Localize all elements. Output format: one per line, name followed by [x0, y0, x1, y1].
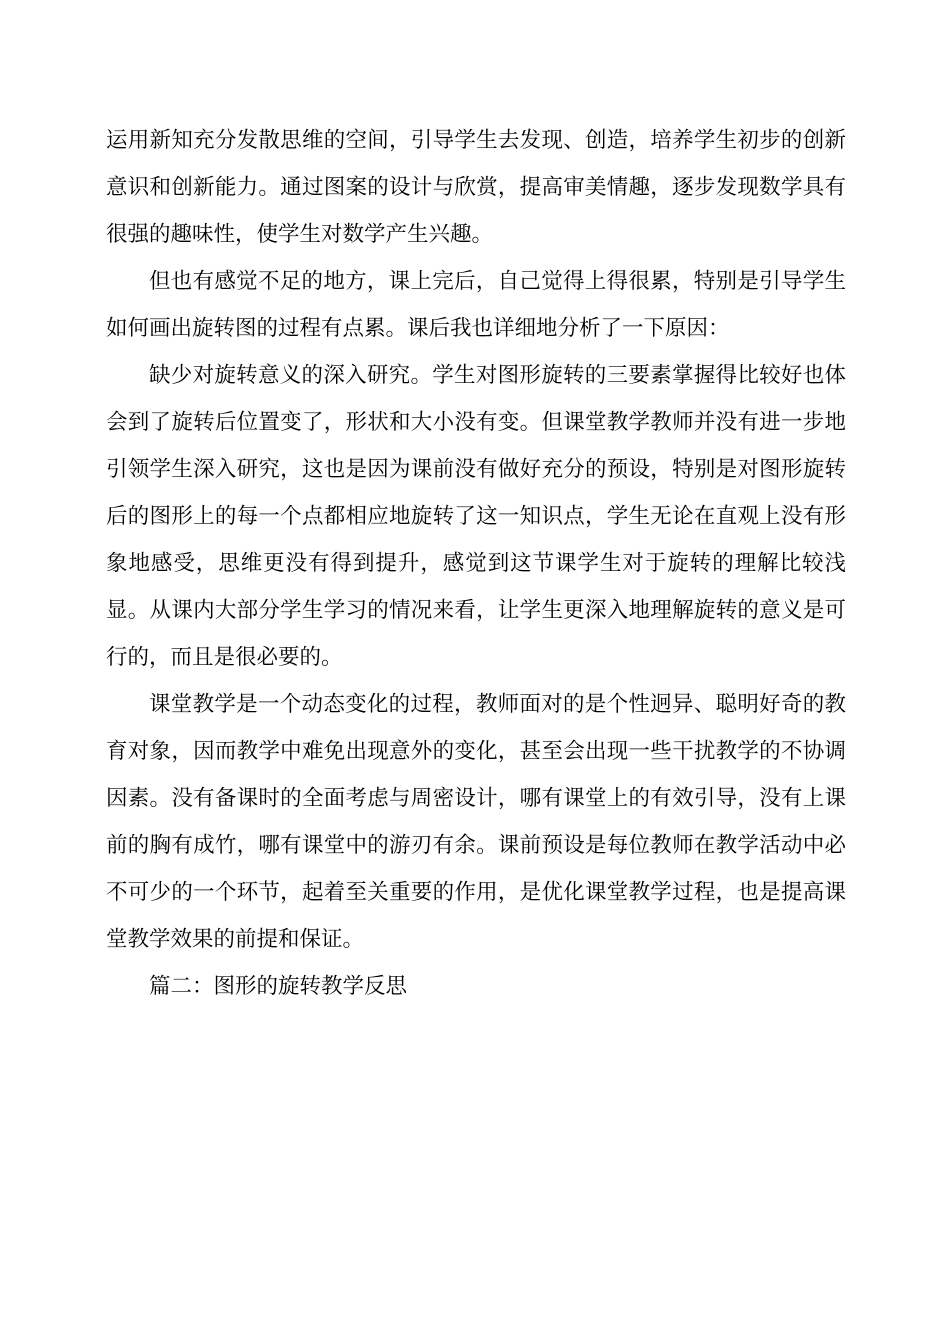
- paragraph-3-line-6: 于旋转的理解比较浅显。从课内大部分学生学习的情况来看，让学生更深: [106, 551, 846, 623]
- paragraph-1: [106, 117, 846, 258]
- paragraph-1-line-1: 运用新知充分发散思维的空间，引导学生去发现、创造，培养学生初步的: [106, 128, 803, 153]
- paragraph-4-line-5: 师在教学活动中必不可少的一个环节，起着至关重要的作用，是优化课堂: [106, 833, 846, 905]
- paragraph-4-line-2: 的教育对象，因而教学中难免出现意外的变化，甚至会出现一些干扰教学: [106, 692, 846, 764]
- section-heading-text: 篇二：图形的旋转教学反思: [149, 974, 408, 999]
- paragraph-4-line-4: 导，没有上课前的胸有成竹，哪有课堂中的游刃有余。课前预设是每位教: [106, 786, 846, 858]
- paragraph-3-line-7: 入地理解旋转的意义是可行的，而且是很必要的。: [106, 598, 846, 670]
- paragraph-2: [106, 258, 846, 352]
- paragraph-2-line-2: 学生如何画出旋转图的过程有点累。课后我也详细地分析了一下原因：: [106, 269, 846, 341]
- paragraph-4-line-1: 课堂教学是一个动态变化的过程，教师面对的是个性迥异、聪明好奇: [149, 692, 803, 717]
- section-heading: [106, 963, 846, 1010]
- paragraph-3-line-1: 缺少对旋转意义的深入研究。学生对图形旋转的三要素掌握得比较好: [149, 363, 803, 388]
- paragraph-3-line-3: 进一步地引领学生深入研究，这也是因为课前没有做好充分的预设，特别: [106, 410, 846, 482]
- paragraph-1-line-3: 数学具有很强的趣味性，使学生对数学产生兴趣。: [106, 175, 846, 247]
- paragraph-4: [106, 681, 846, 963]
- paragraph-3-line-2: 也体会到了旋转后位置变了，形状和大小没有变。但课堂教学教师并没有: [106, 363, 846, 435]
- paragraph-3-line-5: 论在直观上没有形象地感受，思维更没有得到提升，感觉到这节课学生对: [106, 504, 846, 576]
- paragraph-3-line-4: 是对图形旋转后的图形上的每一个点都相应地旋转了这一知识点，学生无: [106, 457, 846, 529]
- paragraph-4-line-3: 的不协调因素。没有备课时的全面考虑与周密设计，哪有课堂上的有效引: [106, 739, 846, 811]
- document-page: [106, 117, 846, 1010]
- paragraph-2-line-1: 但也有感觉不足的地方，课上完后，自己觉得上得很累，特别是引导: [149, 269, 803, 294]
- paragraph-1-line-2: 创新意识和创新能力。通过图案的设计与欣赏，提高审美情趣，逐步发现: [106, 128, 846, 200]
- paragraph-3: [106, 352, 846, 681]
- paragraph-4-line-6: 教学过程，也是提高课堂教学效果的前提和保证。: [106, 880, 846, 952]
